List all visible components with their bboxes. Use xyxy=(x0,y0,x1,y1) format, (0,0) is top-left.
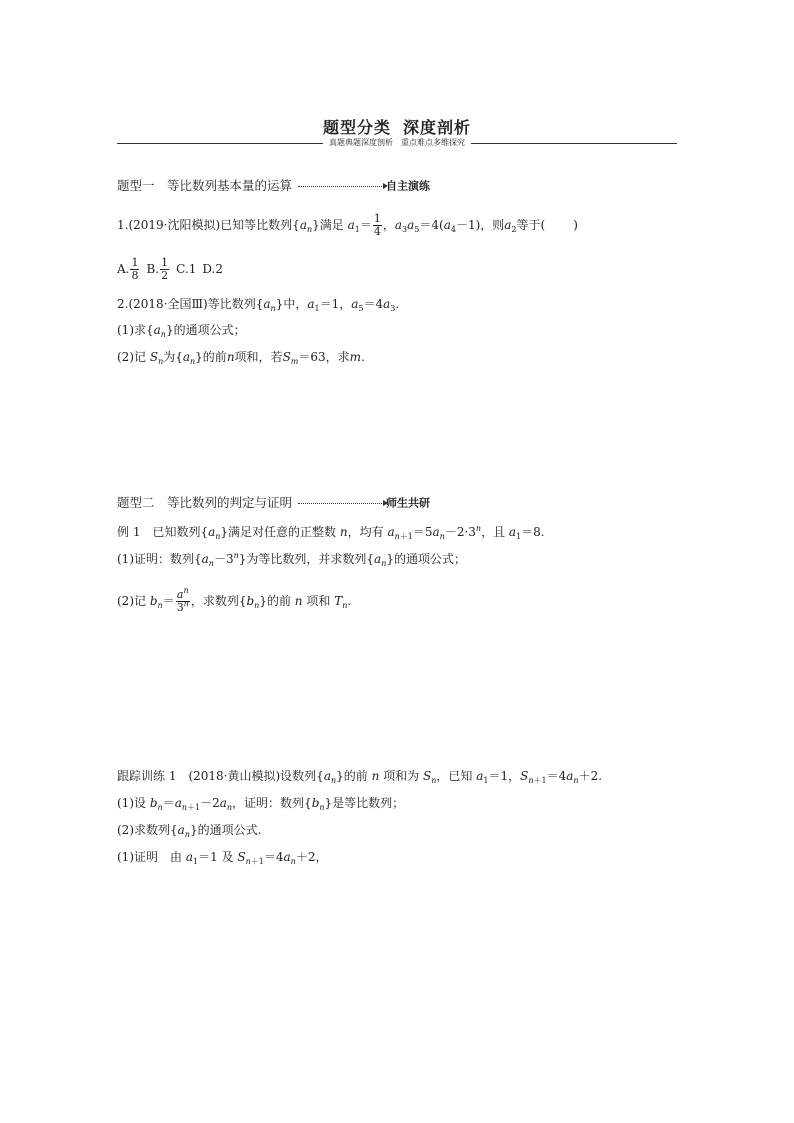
fraction-one-quarter: $\frac{1}{4}$ xyxy=(373,212,381,238)
page-subtitle xyxy=(0,137,794,149)
arrow-icon xyxy=(298,503,384,504)
section2-heading: 题型二 等比数列的判定与证明 xyxy=(117,495,293,510)
section2-heading-row xyxy=(117,495,430,512)
section2-tag: 师生共研 xyxy=(386,496,431,510)
fraction-an-over-3n: $\frac{a^n}{3^n}$ xyxy=(176,586,189,614)
arrow-icon xyxy=(298,186,384,187)
practice-label: 跟踪训练 1 xyxy=(117,769,177,783)
option-b: B. $\frac{1}{2}$ xyxy=(146,256,169,282)
example1-part1: (1)证明：数列$\{a_n-3^n\}$为等比数列，并求数列$\{a_n\}$的通项公式； xyxy=(117,551,466,568)
question2-stem: 2.(2018·全国Ⅲ)等比数列$\{a_n\}$中，$a_1=1$，$a_5=4a_3$. xyxy=(117,297,400,313)
section1-tag: 自主演练 xyxy=(386,179,431,193)
question2-part2: (2)记 $S_n$为$\{a_n\}$的前n项和，若$S_m=63$，求m. xyxy=(117,350,365,366)
question1-stem: 1.(2019·沈阳模拟)已知等比数列$\{a_n\}$满足 $a_1=$ $\frac{1}{4}$ ，$a_3a_5=4(a_4-1)$，则$a_2$等于( ) xyxy=(117,212,578,238)
page-title-right: 深度剖析 xyxy=(403,118,472,137)
example-label: 例 1 xyxy=(117,525,141,539)
example1-part2: (2)记 $b_n=$ $\frac{a^n}{3^n}$ ，求数列$\{b_n\}$的前 n 项和 $T_n$. xyxy=(117,586,352,614)
example1-stem: 例 1 已知数列$\{a_n\}$满足对任意的正整数 n，均有 $a_{n+1}=5a_n-2\cdot 3^n$，且 $a_1=8$. xyxy=(117,524,545,541)
section1-heading-row xyxy=(117,178,430,195)
question2-part1: (1)求$\{a_n\}$的通项公式； xyxy=(117,323,246,339)
option-d: D.2 xyxy=(202,262,223,276)
practice1-proof: (1)证明 由 $a_1=1$ 及 $S_{n+1}=4a_n+2$， xyxy=(117,850,328,866)
page-title-left: 题型分类 xyxy=(322,118,391,137)
option-c: C.1 xyxy=(176,262,197,276)
page-title xyxy=(0,115,794,138)
proof-label: (1)证明 xyxy=(117,850,158,864)
question1-options xyxy=(117,257,223,282)
practice1-part1: (1)设 $b_n=a_{n+1}-2a_n$，证明：数列$\{b_n\}$是等比数列； xyxy=(117,796,405,812)
practice1-stem: 跟踪训练 1 (2018·黄山模拟)设数列$\{a_n\}$的前 n 项和为 $S_n$，已知 $a_1=1$，$S_{n+1}=4a_n+2$. xyxy=(117,769,603,785)
section1-heading: 题型一 等比数列基本量的运算 xyxy=(117,178,293,193)
page-subtitle-right: 重点难点多维探究 xyxy=(401,138,465,147)
page-subtitle-left: 真题典题深度剖析 xyxy=(329,138,393,147)
practice1-part2: (2)求数列$\{a_n\}$的通项公式. xyxy=(117,823,262,839)
option-a: A. $\frac{1}{8}$ xyxy=(117,256,139,282)
